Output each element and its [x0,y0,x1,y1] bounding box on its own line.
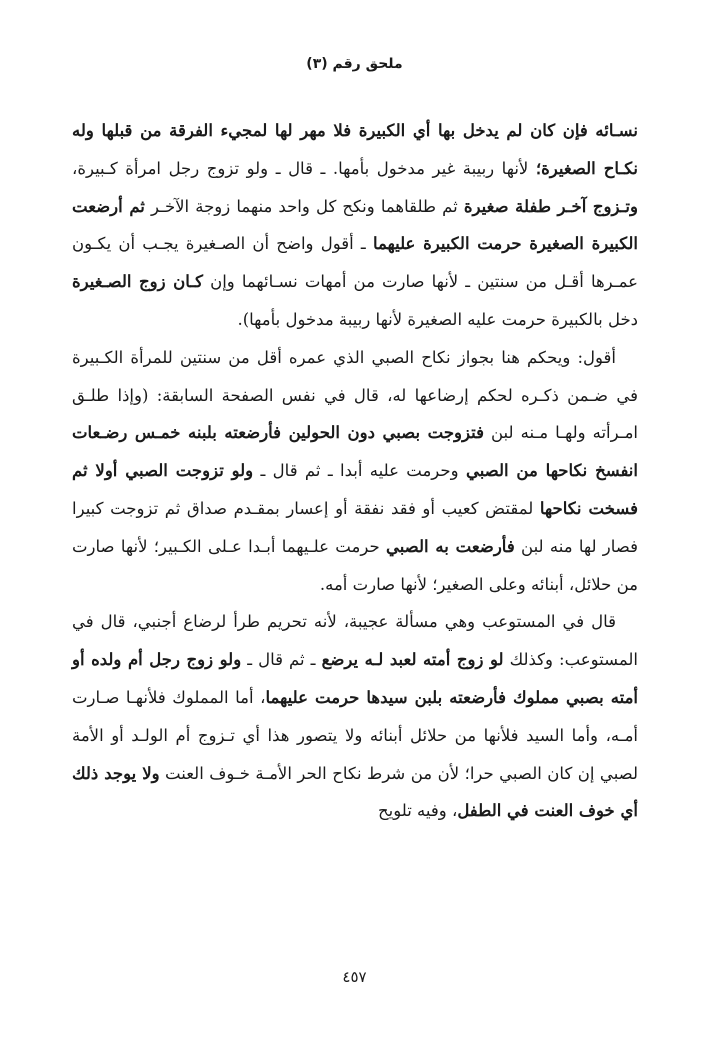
bold-phrase: لو زوج أمته لعبد لـه يرضع [321,650,504,670]
text-run: قال في المستوعب وهي مسألة عجيبة، لأنه تحريم طرأ لرضاع أجنبي، قال في المستوعب: وكذلك [72,612,639,670]
text-run: حرمت علـيهما أبـدا عـلى الكـبير؛ لأنها صارت من حلائل، أبنائه وعلى الصغير؛ لأنها صارت أمه. [72,536,638,594]
text-run: ، وفيه تلويح [377,801,458,821]
bold-phrase: فأرضعت به الصبي [385,536,515,556]
text-run: ثم طلقاهما ونكح كل واحد منهما زوجة الآخـر [144,196,464,216]
bold-phrase: وتـزوج آخـر طفلة صغيرة [463,196,638,216]
paragraph-3 [72,603,638,830]
bold-phrase: ولو تزوجت الصبي أولا ثم فسخت نكاحها [72,461,638,518]
page-number [0,968,709,986]
bold-phrase: فتزوجت بصبي دون الحولين فأرضعته بلبنه خمـس رضـعات انفسخ نكاحها من الصبي [72,423,638,481]
text-run: ـ ثم قال ـ [241,650,322,670]
bold-phrase: نسـائه فإن كان لم يدخل بها أي الكبيرة فلا مهر لها لمجيء الفرقة من قبلها وله نكـاح الصغيرة؛ [72,121,638,178]
body-text [72,112,638,830]
bold-phrase: كـان زوج الصـغيرة [72,272,204,292]
text-run: لأنها ربيبة غير مدخول بأمها. ـ قال ـ ولو تزوج رجل امرأة كـبيرة، [72,158,536,178]
bold-phrase: ولو زوج رجل أم ولده أو أمته بصبي مملوك فأرضعته بلبن سيدها حرمت عليهما [72,650,638,707]
text-run: وحرمت عليه أبدا ـ ثم قال ـ [253,461,466,481]
page-number-text: ٤٥٧ [342,968,367,986]
bold-phrase: ثم أرضعت الكبيرة الصغيرة حرمت الكبيرة عليهما [72,196,639,254]
paragraph-2 [72,339,638,604]
text-run: أقول: ويحكم هنا بجواز نكاح الصبي الذي عمره أقل من سنتين للمرأة الكـبيرة في ضـمن ذكـره لحكم إرضاعها له، قال في نفس الصفحة السابقة: (وإذا طلـق امـرأته ولهـا مـنه لبن [72,347,639,443]
running-header [0,56,709,72]
paragraph-1 [72,112,638,339]
text-run: دخل بالكبيرة حرمت عليه الصغيرة لأنها ربيبة مدخول بأمها). [237,309,638,329]
appendix-title: ملحق رقم (٣) [306,56,403,72]
text-run: ـ أقول واضح أن الصـغيرة يجـب أن يكـون عمـرها أقـل من سنتين ـ لأنها صارت من أمهات نسـائهما وإن [72,234,638,292]
bold-phrase: ولا يوجد ذلك أي خوف العنت في الطفل [72,763,638,821]
text-run: ، أما المملوك فلأنهـا صـارت أمـه، وأما السيد فلأنها من حلائل أبنائه ولا يتصور هذا أي تـزوج أم الولـد أو الأمة لصبي إن كان الصبي حرا؛ لأن من شرط نكاح الحر الأمـة خـوف العنت [72,687,639,783]
text-run: لمقتض كعيب أو فقد نفقة أو إعسار بمقـدم صداق ثم تزوجت كبيرا فصار لها منه لبن [72,498,638,556]
